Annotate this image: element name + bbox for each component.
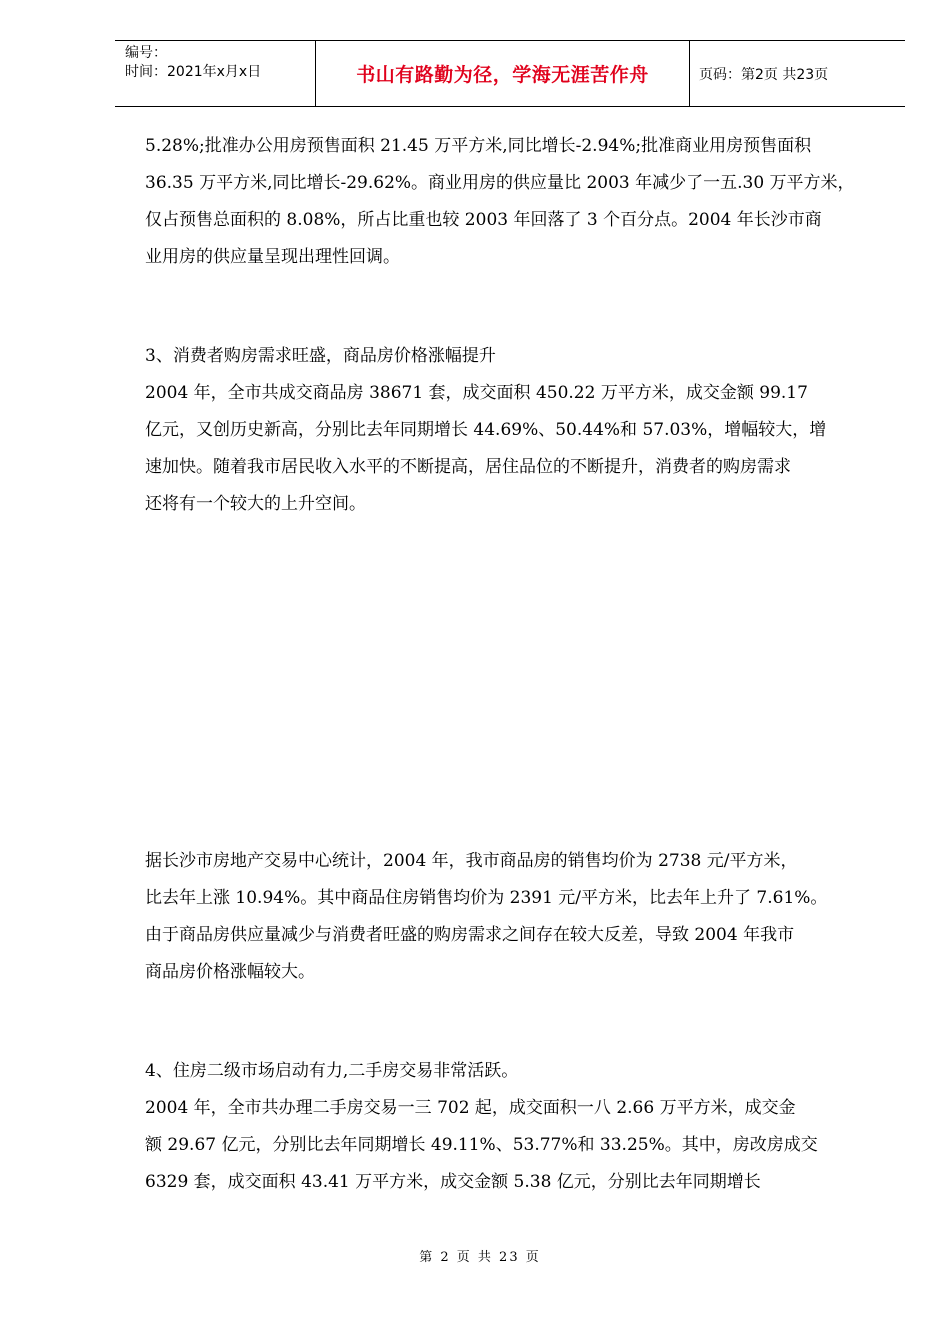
paragraph-price-statistics	[145, 843, 885, 991]
paragraph-secondary-market	[145, 1053, 885, 1201]
number-label: 编号：	[125, 45, 167, 61]
text-line: 2004 年，全市共办理二手房交易一三 702 起，成交面积一八 2.66 万平方米，成交金	[145, 1098, 796, 1118]
text-line: 额 29.67 亿元，分别比去年同期增长 49.11%、53.77%和 33.25%。其中，房改房成交	[145, 1135, 818, 1155]
page-header	[115, 40, 905, 107]
page-footer: 第 2 页 共 23 页	[419, 1250, 541, 1265]
text-line: 据长沙市房地产交易中心统计，2004 年，我市商品房的销售均价为 2738 元/平方米，	[145, 851, 798, 871]
text-line: 业用房的供应量呈现出理性回调。	[145, 247, 400, 267]
text-line: 还将有一个较大的上升空间。	[145, 494, 366, 514]
text-line: 由于商品房供应量减少与消费者旺盛的购房需求之间存在较大反差，导致 2004 年我市	[145, 925, 795, 945]
text-line: 速加快。随着我市居民收入水平的不断提高，居住品位的不断提升，消费者的购房需求	[145, 457, 791, 477]
text-line: 36.35 万平方米,同比增长-29.62%。商业用房的供应量比 2003 年减少了一五.30 万平方米，	[145, 173, 855, 193]
text-line: 6329 套，成交面积 43.41 万平方米，成交金额 5.38 亿元，分别比去年同期增长	[145, 1172, 761, 1192]
paragraph-commercial-supply	[145, 128, 885, 276]
paragraph-consumer-demand	[145, 338, 885, 523]
text-line: 比去年上涨 10.94%。其中商品住房销售均价为 2391 元/平方米，比去年上升了 7.61%。	[145, 888, 828, 908]
section-heading: 3、消费者购房需求旺盛，商品房价格涨幅提升	[145, 346, 496, 366]
time-label: 时间：2021年x月x日	[125, 64, 262, 80]
text-line: 仅占预售总面积的 8.08%，所占比重也较 2003 年回落了 3 个百分点。2004 年长沙市商	[145, 210, 822, 230]
section-heading: 4、住房二级市场启动有力,二手房交易非常活跃。	[145, 1061, 519, 1081]
header-motto: 书山有路勤为径，学海无涯苦作舟	[315, 41, 690, 106]
header-meta	[115, 41, 315, 106]
text-line: 2004 年，全市共成交商品房 38671 套，成交面积 450.22 万平方米，成交金额 99.17	[145, 383, 808, 403]
text-line: 5.28%;批准办公用房预售面积 21.45 万平方米,同比增长-2.94%;批准商业用房预售面积	[145, 136, 812, 156]
text-line: 商品房价格涨幅较大。	[145, 962, 315, 982]
text-line: 亿元，又创历史新高，分别比去年同期增长 44.69%、50.44%和 57.03%，增幅较大，增	[145, 420, 827, 440]
header-page-label: 页码：第2页 共23页	[699, 66, 829, 83]
